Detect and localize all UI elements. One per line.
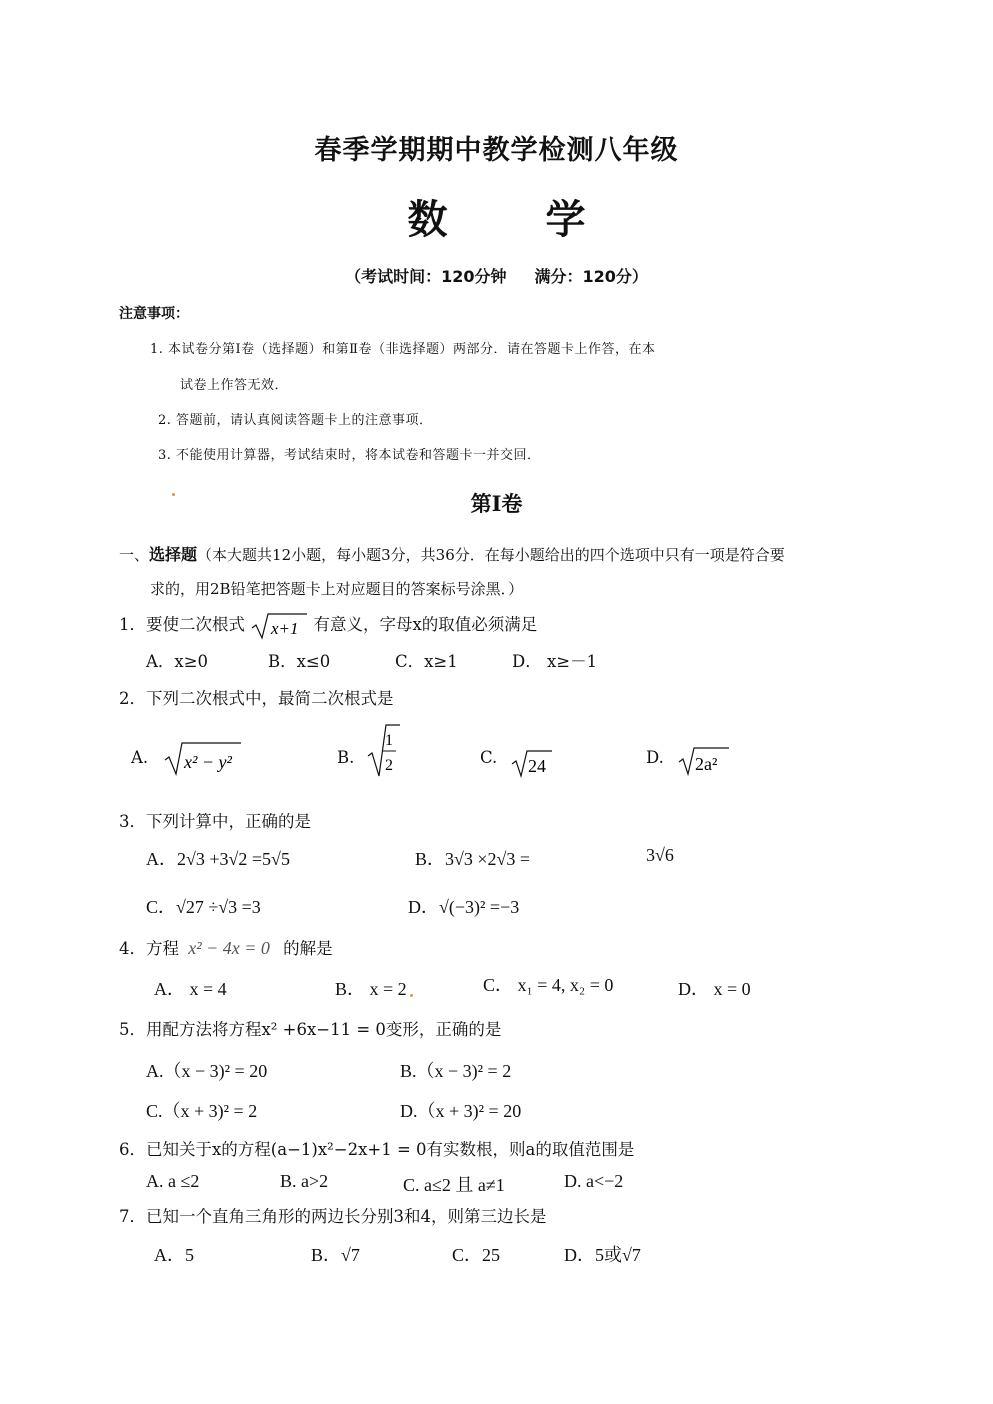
q1-radical [250, 612, 308, 640]
q4-equation: x² − 4x = 0 [188, 938, 270, 958]
question-2: 2．下列二次根式中，最简二次根式是 [119, 689, 394, 708]
q2-d-radicand: 2a² [695, 754, 718, 774]
exam-time: （考试时间：120分钟 [345, 267, 507, 286]
q2-option-a-label: A. [131, 748, 149, 767]
question-6: 6．已知关于x的方程(a−1)x²−2x+1 = 0有实数根，则a的取值范围是 [119, 1140, 635, 1159]
q2-option-d-math [677, 744, 731, 780]
q7-option-d: D．5或√7 [564, 1245, 641, 1265]
q7-option-b: B．√7 [311, 1245, 360, 1265]
q3-option-b-tail: 3√6 [646, 845, 674, 865]
q4-suffix: 的解是 [283, 939, 333, 958]
q6-option-d: D. a<−2 [564, 1171, 624, 1191]
q5-option-d: D.（x + 3)² = 20 [400, 1101, 522, 1121]
q3-option-c: C．√27 ÷√3 =3 [146, 897, 261, 917]
q2-option-b-math [366, 722, 402, 782]
q5-option-a: A.（x − 3)² = 20 [146, 1061, 268, 1081]
q2-option-b-label: B. [337, 748, 355, 767]
question-7: 7．已知一个直角三角形的两边长分别3和4，则第三边长是 [119, 1207, 547, 1226]
q1-prefix: 1．要使二次根式 [119, 615, 245, 634]
radical-sign-icon [163, 740, 243, 776]
notice-heading: 注意事项： [119, 306, 189, 322]
q3-option-b: B．3√3 ×2√3 = [415, 849, 531, 869]
notice-item-2: 2. 答题前，请认真阅读答题卡上的注意事项． [158, 413, 433, 428]
radical-sign-icon [366, 722, 402, 778]
q6-option-a: A. a ≤2 [146, 1171, 200, 1191]
exam-score: 满分：120分） [534, 267, 648, 286]
q1-suffix: 有意义，字母x的取值必须满足 [313, 615, 538, 634]
notice-item-1-cont: 试卷上作答无效． [180, 378, 289, 393]
part1-name: 选择题 [149, 545, 198, 564]
q4-option-b: B． x = 2 [335, 979, 407, 999]
q5-option-c: C.（x + 3)² = 2 [146, 1101, 258, 1121]
part1-desc-cont: 求的，用2B铅笔把答题卡上对应题目的答案标号涂黑．） [150, 580, 524, 598]
notice-item-1: 1. 本试卷分第Ⅰ卷（选择题）和第Ⅱ卷（非选择题）两部分．请在答题卡上作答，在本 [150, 342, 656, 357]
q2-option-c-math [510, 748, 554, 782]
q4-option-a: A． x = 4 [154, 979, 227, 999]
part1-heading [119, 542, 785, 565]
question-5: 5．用配方法将方程x² +6x−11 = 0变形，正确的是 [119, 1020, 502, 1039]
section-title: 第Ⅰ卷 [470, 491, 523, 516]
part1-label: 一、 [119, 546, 150, 564]
exam-title: 春季学期期中教学检测八年级 [314, 135, 679, 166]
q1-option-b: B．x≤0 [268, 652, 331, 671]
q1-option-a: A．x≥0 [146, 652, 209, 671]
q1-radicand: x+1 [271, 618, 299, 638]
radical-sign-icon [250, 612, 308, 640]
q5-option-b: B.（x − 3)² = 2 [400, 1061, 512, 1081]
q2-b-numerator: 1 [385, 732, 393, 749]
stray-dot [410, 994, 413, 997]
radical-sign-icon [677, 744, 731, 776]
exam-info [0, 264, 993, 287]
q1-option-c: C．x≥1 [395, 652, 458, 671]
q3-option-a: A．2√3 +3√2 =5√5 [146, 849, 290, 869]
q3-option-d: D．√(−3)² =−3 [408, 897, 520, 917]
q2-b-denominator: 2 [385, 757, 393, 774]
q2-option-c-label: C. [480, 748, 498, 767]
radical-sign-icon [510, 748, 554, 778]
question-1 [119, 611, 537, 640]
q4-prefix: 4．方程 [119, 939, 179, 958]
subject-title: 数 学 [407, 196, 628, 243]
q2-c-radicand: 24 [528, 756, 546, 776]
q6-option-b: B. a>2 [280, 1171, 329, 1191]
notice-item-3: 3. 不能使用计算器，考试结束时，将本试卷和答题卡一并交回． [158, 448, 541, 463]
q2-option-d-label: D. [646, 748, 664, 767]
question-3: 3．下列计算中，正确的是 [119, 812, 311, 831]
q2-option-a-math [163, 740, 243, 780]
q7-option-a: A．5 [154, 1245, 194, 1265]
q4-option-c: C． x₁ = 4, x₂ = 0 [483, 975, 614, 995]
q1-option-d: D． x≥－1 [512, 652, 598, 671]
q4-option-d: D． x = 0 [678, 979, 751, 999]
part1-desc: （本大题共12小题，每小题3分，共36分．在每小题给出的四个选项中只有一项是符合要 [197, 546, 785, 564]
question-4 [119, 935, 333, 959]
q2-a-radicand: x² − y² [184, 752, 232, 772]
q6-option-c: C. a≤2 且 a≠1 [403, 1175, 505, 1195]
q7-option-c: C．25 [452, 1245, 501, 1265]
